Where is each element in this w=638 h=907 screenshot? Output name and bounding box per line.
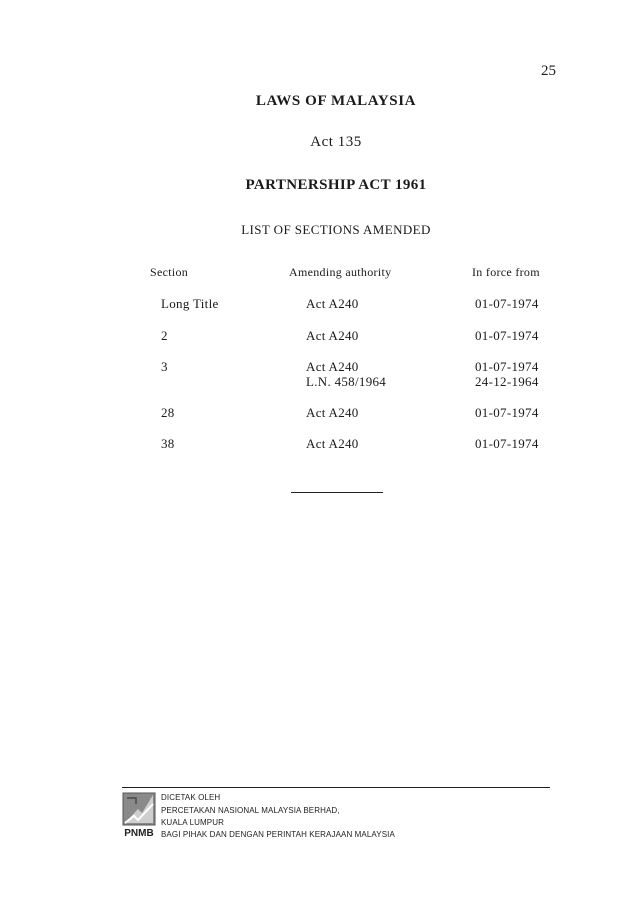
authority-cell: L.N. 458/1964	[306, 374, 387, 389]
authority-cell: Act A240	[306, 436, 359, 451]
page-number: 25	[541, 63, 556, 79]
pnmb-logo	[122, 792, 156, 838]
authority-cell: Act A240	[306, 359, 359, 374]
act-title: PARTNERSHIP ACT 1961	[245, 177, 427, 193]
authority-cell: Act A240	[306, 296, 359, 311]
in-force-cell: 01-07-1974	[475, 328, 539, 343]
footer-line: KUALA LUMPUR	[161, 818, 224, 827]
section-cell: 3	[161, 359, 168, 374]
authority-cell: Act A240	[306, 328, 359, 343]
footer-line: BAGI PIHAK DAN DENGAN PERINTAH KERAJAAN MALAYSIA	[161, 830, 395, 839]
in-force-cell: 24-12-1964	[475, 374, 539, 389]
logo-text: PNMB	[124, 828, 154, 838]
in-force-cell: 01-07-1974	[475, 359, 539, 374]
column-header-amending-authority: Amending authority	[289, 265, 392, 279]
section-cell: 28	[161, 405, 175, 420]
footer-line: DICETAK OLEH	[161, 793, 221, 802]
footer-line: PERCETAKAN NASIONAL MALAYSIA BERHAD,	[161, 806, 340, 815]
section-cell: 38	[161, 436, 175, 451]
end-divider	[291, 492, 383, 493]
column-header-section: Section	[150, 265, 189, 279]
authority-cell: Act A240	[306, 405, 359, 420]
act-number: Act 135	[310, 134, 362, 150]
list-title: LIST OF SECTIONS AMENDED	[241, 222, 431, 237]
section-cell: 2	[161, 328, 168, 343]
section-cell: Long Title	[161, 296, 219, 311]
in-force-cell: 01-07-1974	[475, 405, 539, 420]
footer-rule	[122, 787, 550, 788]
column-header-in-force-from: In force from	[472, 265, 540, 279]
document-title: LAWS OF MALAYSIA	[255, 93, 417, 109]
in-force-cell: 01-07-1974	[475, 436, 539, 451]
in-force-cell: 01-07-1974	[475, 296, 539, 311]
